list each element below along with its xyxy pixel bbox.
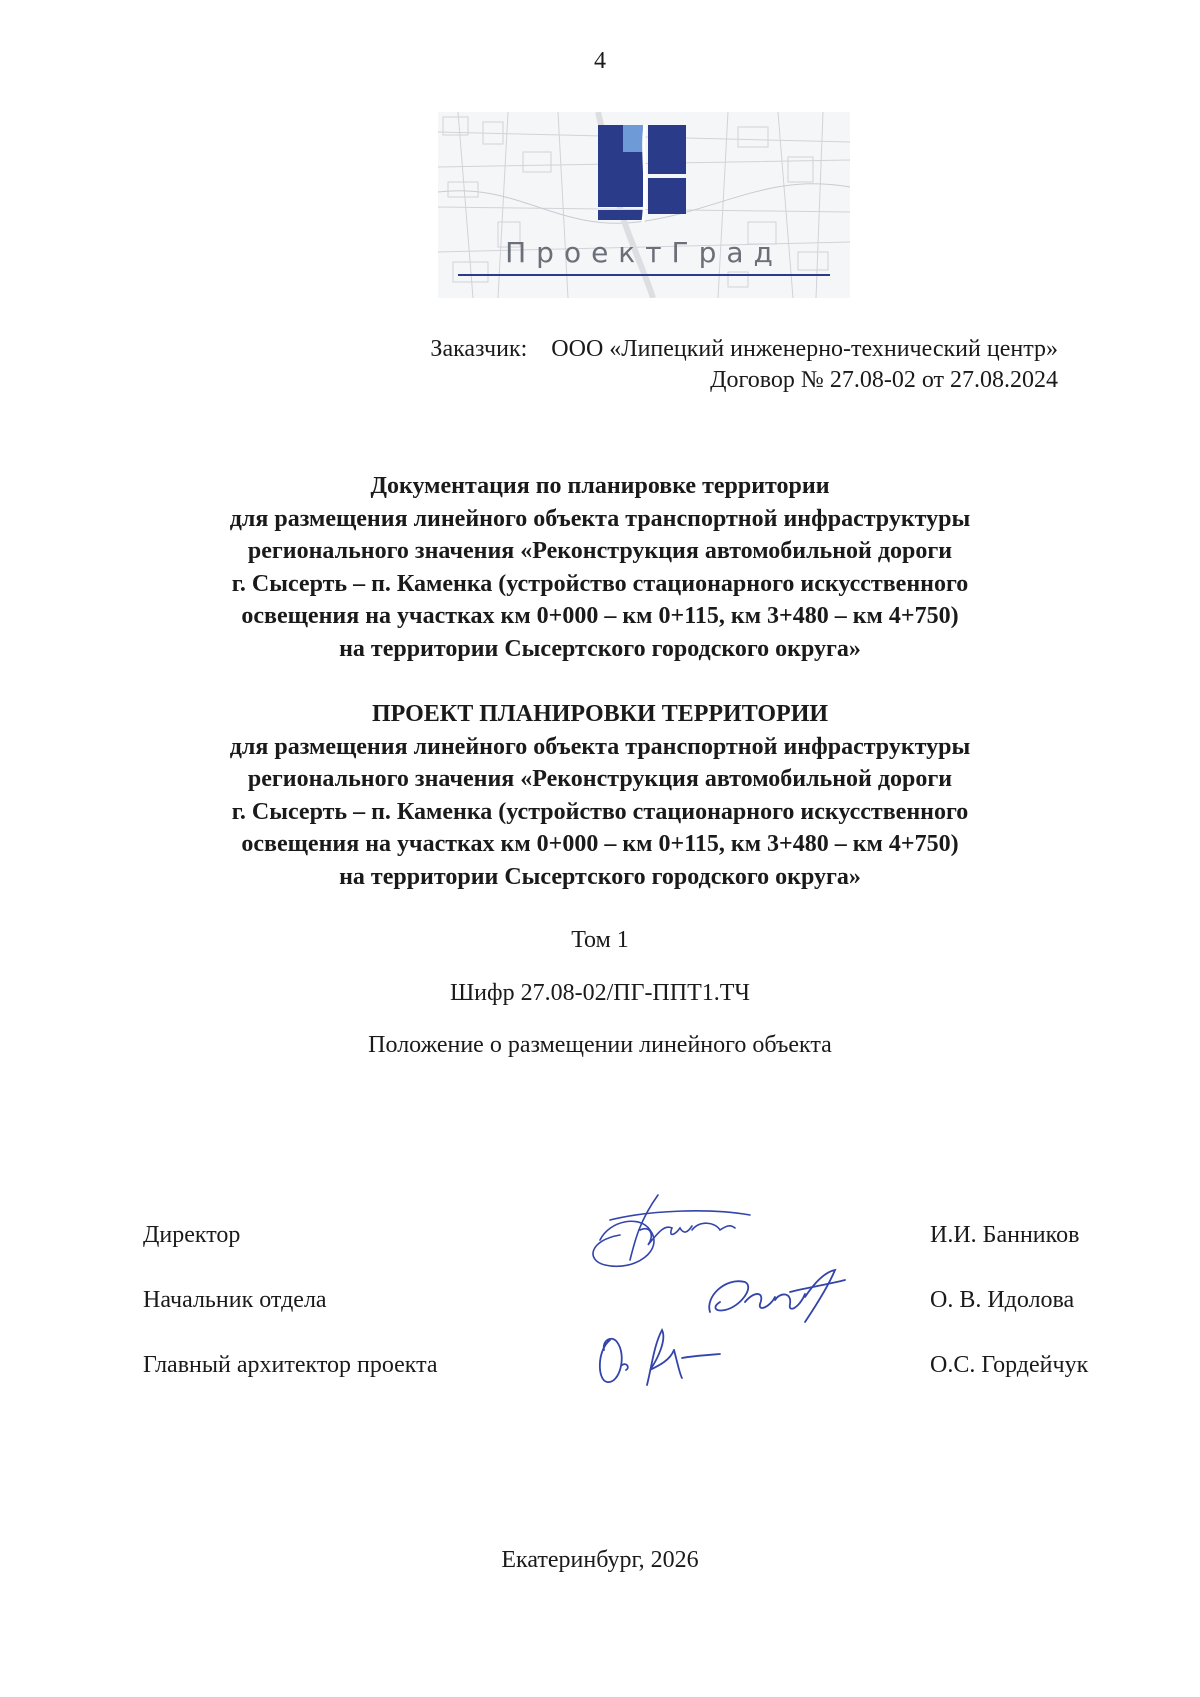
page-number: 4 xyxy=(594,48,606,74)
doc-title-line: освещения на участках км 0+000 – км 0+115, км 3+480 – км 4+750) xyxy=(241,603,959,629)
doc-title-line: регионального значения «Реконструкция автомобильной дороги xyxy=(247,538,953,564)
logo-text: ПроектГрад xyxy=(505,236,783,269)
logo-graphic xyxy=(438,112,850,298)
signatory-role-chief-architect: Главный архитектор проекта xyxy=(143,1352,438,1378)
project-title-line: на территории Сысертского городского округа» xyxy=(339,863,861,890)
signatory-name-director: И.И. Банников xyxy=(930,1222,1080,1248)
section-title: Положение о размещении линейного объекта xyxy=(368,1032,832,1058)
cipher-code: Шифр 27.08-02/ПГ-ППТ1.ТЧ xyxy=(449,980,751,1006)
signature-department-head xyxy=(700,1262,850,1327)
signature-chief-architect xyxy=(592,1320,727,1395)
signatory-name-chief-architect: О.С. Гордейчук xyxy=(930,1352,1089,1378)
customer-row xyxy=(430,334,1058,365)
project-title-line: г. Сысерть – п. Каменка (устройство стационарного искусственного xyxy=(231,798,969,825)
customer-block xyxy=(430,334,1058,396)
contract-line: Договор № 27.08-02 от 27.08.2024 xyxy=(710,367,1058,393)
project-title-line: регионального значения «Реконструкция автомобильной дороги xyxy=(247,766,953,792)
signatory-role-department-head: Начальник отдела xyxy=(143,1287,327,1313)
project-title-line: ПРОЕКТ ПЛАНИРОВКИ ТЕРРИТОРИИ xyxy=(371,701,829,727)
doc-title-line: для размещения линейного объекта транспортной инфраструктуры xyxy=(229,505,971,532)
signatory-name-department-head: О. В. Идолова xyxy=(930,1287,1075,1313)
customer-name: ООО «Липецкий инженерно-технический центр» xyxy=(551,336,1058,362)
project-title-line: для размещения линейного объекта транспортной инфраструктуры xyxy=(229,733,971,760)
volume-label: Том 1 xyxy=(571,927,629,953)
customer-label: Заказчик: xyxy=(430,336,528,362)
doc-title-line: на территории Сысертского городского округа» xyxy=(339,635,861,662)
signatory-role-director: Директор xyxy=(143,1222,241,1248)
documentation-title xyxy=(0,470,1200,665)
company-logo xyxy=(438,112,850,298)
doc-title-line: г. Сысерть – п. Каменка (устройство стационарного искусственного xyxy=(231,570,969,597)
doc-title-line: Документация по планировке территории xyxy=(370,473,830,499)
footer-city-year: Екатеринбург, 2026 xyxy=(501,1547,699,1573)
project-title xyxy=(0,698,1200,893)
project-title-line: освещения на участках км 0+000 – км 0+115, км 3+480 – км 4+750) xyxy=(241,831,959,857)
